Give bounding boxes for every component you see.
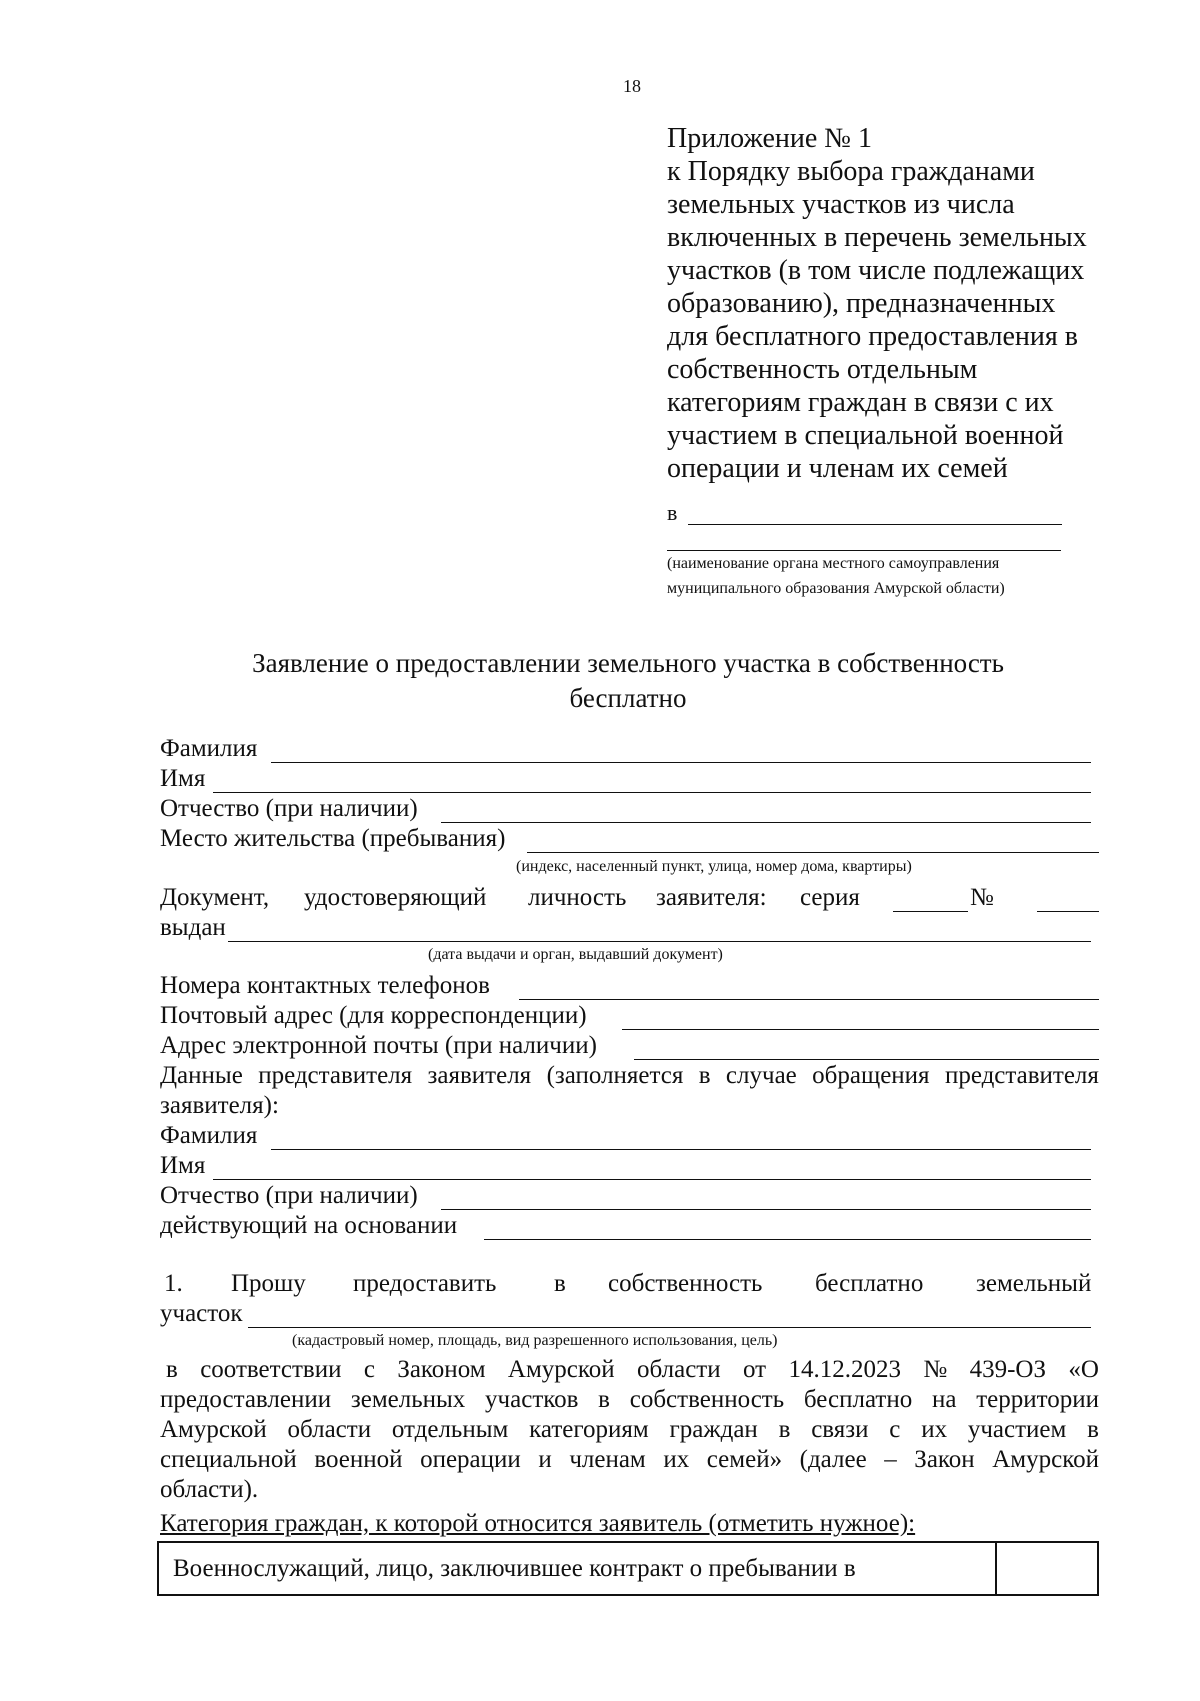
text-word: отдельным <box>391 1416 509 1443</box>
request-word: 1. <box>164 1270 183 1297</box>
patronymic-label: Отчество (при наличии) <box>160 795 418 822</box>
residence-note: (индекс, населенный пункт, улица, номер дома, квартиры) <box>516 858 912 875</box>
rep-basis-field[interactable] <box>484 1239 1091 1240</box>
addressee-note-line2: муниципального образования Амурской области) <box>667 580 1005 597</box>
id-doc-word: личность <box>528 884 627 911</box>
text-word: специальной <box>160 1446 297 1473</box>
text-word: Законом <box>397 1356 486 1383</box>
text-word: в <box>698 1062 711 1089</box>
text-word: с <box>363 1356 375 1383</box>
request-word: в <box>554 1270 566 1297</box>
law-line <box>160 1386 1099 1414</box>
name-field[interactable] <box>213 792 1091 793</box>
patronymic-field[interactable] <box>441 822 1091 823</box>
text-word: соответствии <box>200 1356 342 1383</box>
doc-number-field[interactable] <box>1037 911 1099 912</box>
request-word: земельный <box>976 1270 1092 1297</box>
text-word: Амурской <box>992 1446 1099 1473</box>
addressee-blank-line-2[interactable] <box>667 550 1061 551</box>
appendix-heading <box>667 122 1087 485</box>
text-word: обращения <box>812 1062 930 1089</box>
text-word: собственность <box>629 1386 785 1413</box>
rep-patronymic-field[interactable] <box>441 1209 1091 1210</box>
appendix-line: к Порядку выбора гражданами <box>667 156 1035 187</box>
text-word: (далее <box>799 1446 867 1473</box>
surname-field[interactable] <box>271 762 1091 763</box>
text-word: от <box>742 1356 767 1383</box>
residence-field[interactable] <box>527 852 1099 853</box>
request-word: собственность <box>608 1270 763 1297</box>
text-word: области <box>637 1356 721 1383</box>
text-word: Данные <box>160 1062 243 1089</box>
addressee-note-line1: (наименование органа местного самоуправления <box>667 555 1000 572</box>
appendix-line: образованию), предназначенных <box>667 288 1056 319</box>
phones-label: Номера контактных телефонов <box>160 972 490 999</box>
plot-field[interactable] <box>248 1327 1091 1328</box>
text-word: предоставлении <box>160 1386 332 1413</box>
document-title-line1: Заявление о предоставлении земельного участка в собственность <box>252 648 1004 678</box>
text-word: граждан <box>669 1416 758 1443</box>
category-text: Военнослужащий, лицо, заключившее контракт о пребывании в <box>158 1542 996 1595</box>
text-word: участием <box>967 1416 1067 1443</box>
text-word: Амурской <box>160 1416 267 1443</box>
request-word: предоставить <box>353 1270 497 1297</box>
text-word: представителя <box>944 1062 1099 1089</box>
phones-field[interactable] <box>519 999 1099 1000</box>
text-word: представителя <box>258 1062 413 1089</box>
document-title-line2: бесплатно <box>569 683 687 713</box>
text-word: 14.12.2023 <box>788 1356 901 1383</box>
issued-label: выдан <box>160 914 226 941</box>
issued-note: (дата выдачи и орган, выдавший документ) <box>428 946 723 963</box>
law-line-last: области). <box>160 1476 259 1503</box>
representative-intro-line1 <box>160 1062 1099 1090</box>
addressee-blank-line-1[interactable] <box>688 524 1062 525</box>
text-word: в <box>1087 1416 1099 1443</box>
text-word: членам <box>569 1446 646 1473</box>
rep-patronymic-label: Отчество (при наличии) <box>160 1182 418 1209</box>
appendix-line: собственность отдельным <box>667 354 978 385</box>
text-word: «О <box>1068 1356 1099 1383</box>
text-word: территории <box>976 1386 1099 1413</box>
appendix-line: для бесплатного предоставления в <box>667 321 1078 352</box>
category-table <box>157 1541 1099 1596</box>
text-word: категориям <box>529 1416 649 1443</box>
text-word: земельных <box>350 1386 466 1413</box>
text-word: случае <box>725 1062 797 1089</box>
text-word: заявителя <box>427 1062 532 1089</box>
representative-intro-line2: заявителя): <box>160 1092 279 1119</box>
residence-label: Место жительства (пребывания) <box>160 825 506 852</box>
law-line <box>160 1416 1099 1444</box>
id-doc-word: серия <box>800 884 860 911</box>
rep-surname-label: Фамилия <box>160 1122 258 1149</box>
page-number: 18 <box>623 76 641 96</box>
text-word: Закон <box>914 1446 975 1473</box>
id-doc-word: заявителя: <box>656 884 767 911</box>
text-word: Амурской <box>507 1356 615 1383</box>
id-document-label <box>160 884 269 912</box>
text-word: 439-ОЗ <box>969 1356 1046 1383</box>
appendix-line: операции и членам их семей <box>667 453 1008 484</box>
text-word: с <box>889 1416 901 1443</box>
text-word: № <box>923 1356 948 1383</box>
rep-name-field[interactable] <box>213 1179 1091 1180</box>
text-word: их <box>921 1416 948 1443</box>
text-word: операции <box>420 1446 521 1473</box>
rep-basis-label: действующий на основании <box>160 1212 458 1239</box>
text-word: семей» <box>706 1446 783 1473</box>
plot-note: (кадастровый номер, площадь, вид разрешенного использования, цель) <box>292 1332 778 1349</box>
postal-label: Почтовый адрес (для корреспонденции) <box>160 1002 587 1029</box>
issued-field[interactable] <box>228 941 1091 942</box>
category-checkbox[interactable] <box>996 1542 1098 1595</box>
law-line <box>160 1446 1099 1474</box>
addressee-prefix: в <box>667 500 678 525</box>
rep-surname-field[interactable] <box>271 1149 1091 1150</box>
appendix-line: земельных участков из числа <box>667 189 1015 220</box>
category-label: Категория граждан, к которой относится заявитель (отметить нужное): <box>160 1510 916 1537</box>
text-word: их <box>663 1446 690 1473</box>
text-word: – <box>884 1446 897 1473</box>
request-word: Прошу <box>231 1270 306 1297</box>
text-word: области <box>287 1416 372 1443</box>
request-word: бесплатно <box>815 1270 924 1297</box>
text-word: военной <box>314 1446 403 1473</box>
doc-series-field[interactable] <box>893 911 968 912</box>
text-word: на <box>931 1386 957 1413</box>
text-word: и <box>538 1446 552 1473</box>
appendix-line: категориям граждан в связи с их <box>667 387 1054 418</box>
name-label: Имя <box>160 765 206 792</box>
text-word: участков <box>485 1386 579 1413</box>
rep-name-label: Имя <box>160 1152 206 1179</box>
text-word: связи <box>811 1416 869 1443</box>
email-field[interactable] <box>634 1059 1099 1060</box>
law-line <box>166 1356 1099 1384</box>
plot-label: участок <box>160 1300 243 1327</box>
id-doc-word: удостоверяющий <box>304 884 487 911</box>
appendix-line: Приложение № 1 <box>667 123 872 154</box>
doc-number-sign: № <box>970 884 994 911</box>
appendix-line: включенных в перечень земельных <box>667 222 1087 253</box>
surname-label: Фамилия <box>160 735 258 762</box>
table-row <box>158 1542 1098 1595</box>
text-word: (заполняется <box>546 1062 684 1089</box>
text-word: в <box>166 1356 178 1383</box>
email-label: Адрес электронной почты (при наличии) <box>160 1032 597 1059</box>
postal-field[interactable] <box>622 1029 1099 1030</box>
id-doc-word: Документ, <box>160 884 270 911</box>
appendix-line: участков (в том числе подлежащих <box>667 255 1085 286</box>
appendix-line: участием в специальной военной <box>667 420 1064 451</box>
text-word: в <box>598 1386 610 1413</box>
text-word: бесплатно <box>803 1386 913 1413</box>
text-word: в <box>778 1416 791 1443</box>
